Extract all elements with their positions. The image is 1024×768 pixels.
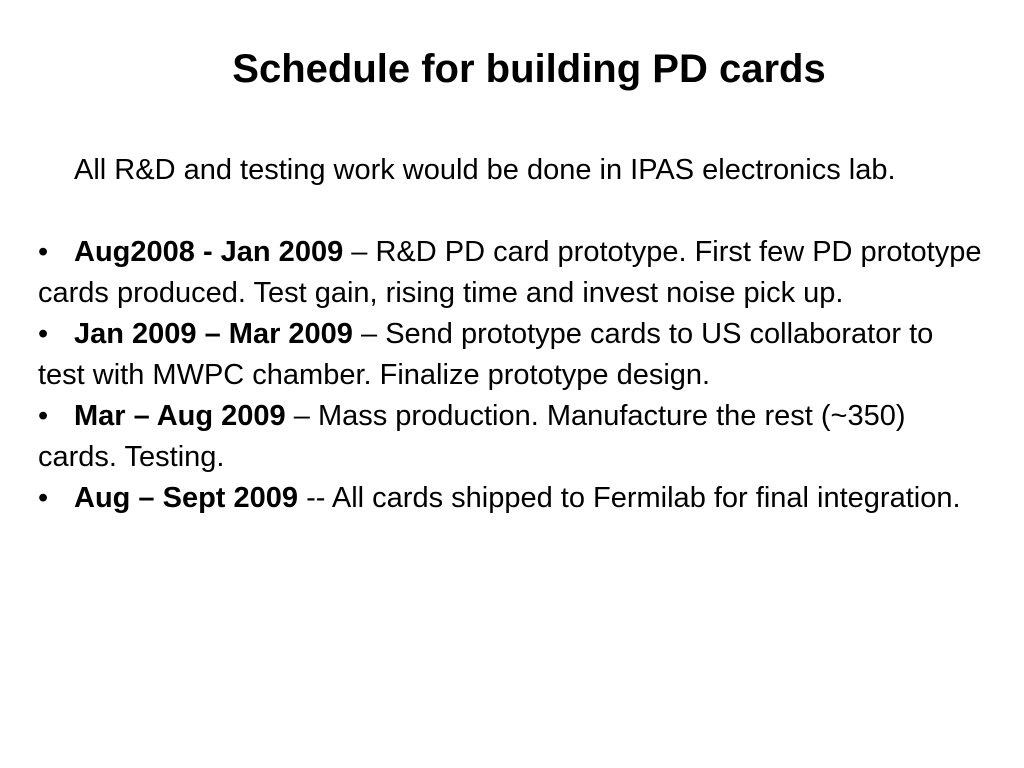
intro-paragraph: All R&D and testing work would be done in IPAS electronics lab. bbox=[74, 154, 896, 186]
schedule-item bbox=[38, 314, 988, 396]
bullet-icon: • bbox=[38, 482, 49, 514]
schedule-description: Send prototype cards to US collaborator to test with MWPC chamber. Finalize prototype design. bbox=[38, 318, 934, 391]
schedule-description: Mass production. Manufacture the rest (~350) cards. Testing. bbox=[38, 400, 906, 473]
schedule-description: R&D PD card prototype. First few PD prototype cards produced. Test gain, rising time and invest noise pick up. bbox=[38, 236, 982, 309]
schedule-separator: – bbox=[285, 400, 318, 432]
schedule-item bbox=[38, 232, 988, 314]
schedule-period: Aug2008 - Jan 2009 bbox=[74, 236, 344, 268]
schedule-period: Aug – Sept 2009 bbox=[74, 482, 299, 514]
schedule-period: Jan 2009 – Mar 2009 bbox=[74, 318, 353, 350]
schedule-description: All cards shipped to Fermilab for final integration. bbox=[331, 482, 961, 514]
paragraph-spacer bbox=[38, 191, 988, 232]
schedule-separator: -- bbox=[298, 482, 332, 514]
slide-title: Schedule for building PD cards bbox=[232, 47, 826, 91]
bullet-icon: • bbox=[38, 400, 49, 432]
schedule-item bbox=[38, 396, 988, 478]
schedule-separator: – bbox=[343, 236, 376, 268]
bullet-icon: • bbox=[38, 236, 49, 268]
schedule-separator: – bbox=[352, 318, 386, 350]
bullet-icon: • bbox=[38, 318, 49, 350]
slide-body bbox=[38, 150, 988, 519]
schedule-period: Mar – Aug 2009 bbox=[74, 400, 286, 432]
schedule-item bbox=[38, 478, 988, 519]
